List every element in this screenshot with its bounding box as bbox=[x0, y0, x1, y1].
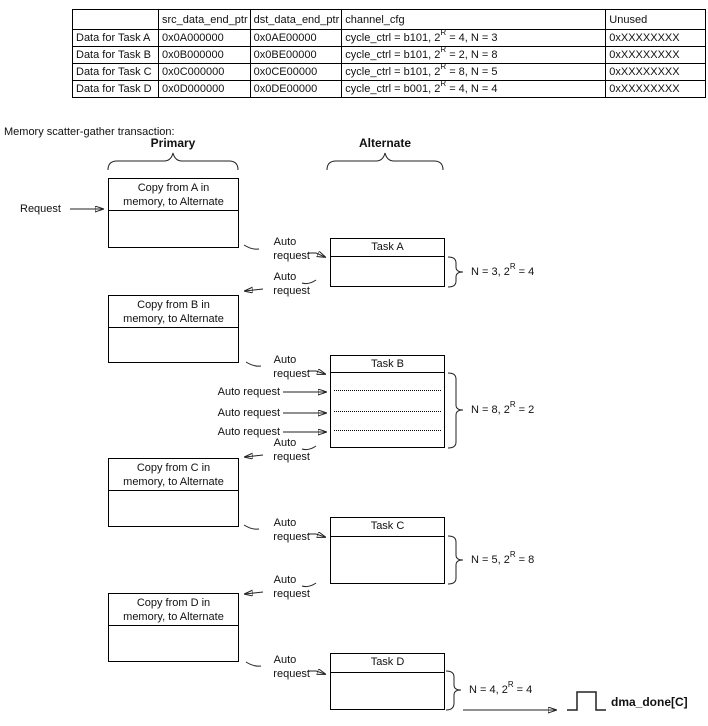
channel-cfg-cell: cycle_ctrl = b101, $2^R = 2$, N = 8 bbox=[342, 47, 606, 64]
primary-box-text: Copy from D in bbox=[136, 597, 211, 609]
alternate-task-box-b bbox=[330, 355, 445, 448]
auto-request-into-task-c bbox=[250, 517, 310, 544]
auto-word: Auto bbox=[273, 354, 297, 366]
row-label: Data for Task B bbox=[73, 47, 159, 64]
col-header-dst: dst_data_end_ptr bbox=[250, 10, 342, 30]
auto-word: Auto bbox=[273, 236, 297, 248]
alternate-brace bbox=[327, 153, 443, 170]
task-c-config-label: N = 5, $2^R = 8$ bbox=[471, 550, 535, 566]
auto-word: Auto bbox=[273, 654, 297, 666]
auto-request-back-to-primary-d bbox=[250, 574, 310, 601]
auto-request-arrow-in bbox=[308, 671, 325, 674]
primary-task-box-a bbox=[108, 178, 239, 248]
primary-brace bbox=[108, 153, 238, 170]
row-label: Data for Task D bbox=[73, 81, 159, 98]
request-word: request bbox=[273, 284, 310, 297]
dst-cell: 0x0DE00000 bbox=[250, 81, 342, 98]
auto-request-arrow-in bbox=[308, 371, 325, 374]
col-header-src: src_data_end_ptr bbox=[159, 10, 251, 30]
auto-word: Auto bbox=[273, 437, 297, 449]
unused-cell: 0xXXXXXXXX bbox=[606, 64, 706, 81]
src-cell: 0x0A000000 bbox=[159, 30, 251, 47]
dotted-divider bbox=[334, 411, 441, 412]
task-b-brace bbox=[448, 373, 463, 448]
primary-box-text: memory, to Alternate bbox=[123, 313, 224, 325]
primary-box-text: Copy from A in bbox=[137, 182, 210, 194]
dst-cell: 0x0CE00000 bbox=[250, 64, 342, 81]
alternate-task-box-c bbox=[330, 517, 445, 584]
auto-word: Auto bbox=[273, 517, 297, 529]
dma-done-label: dma_done[C] bbox=[611, 695, 688, 709]
auto-request-into-task-b bbox=[250, 354, 310, 381]
dst-cell: 0x0BE00000 bbox=[250, 47, 342, 64]
alternate-column-label: Alternate bbox=[358, 136, 411, 150]
task-d-brace bbox=[446, 671, 461, 710]
dotted-divider bbox=[334, 390, 441, 391]
col-header-unused: Unused bbox=[606, 10, 706, 30]
task-title: Task B bbox=[331, 356, 444, 373]
table-row-task-d bbox=[73, 81, 706, 98]
row-label: Data for Task A bbox=[73, 30, 159, 47]
unused-cell: 0xXXXXXXXX bbox=[606, 81, 706, 98]
task-a-brace bbox=[448, 257, 463, 287]
primary-box-text: memory, to Alternate bbox=[123, 476, 224, 488]
channel-cfg-cell: cycle_ctrl = b001, $2^R = 4$, N = 4 bbox=[342, 81, 606, 98]
request-word: request bbox=[273, 249, 310, 262]
task-a-config-label: N = 3, $2^R = 4$ bbox=[471, 262, 535, 278]
request-word: request bbox=[273, 367, 310, 380]
task-b-config-label: N = 8, $2^R = 2$ bbox=[471, 400, 535, 416]
task-title: Task C bbox=[331, 518, 444, 537]
request-label: Request bbox=[20, 203, 61, 215]
primary-box-text: Copy from B in bbox=[137, 299, 210, 311]
auto-word: Auto bbox=[273, 271, 297, 283]
request-word: request bbox=[273, 587, 310, 600]
task-data-table bbox=[72, 9, 706, 98]
src-cell: 0x0B000000 bbox=[159, 47, 251, 64]
task-d-config-label: N = 4, $2^R = 4$ bbox=[469, 680, 533, 696]
task-c-brace bbox=[448, 536, 463, 584]
auto-word: Auto bbox=[273, 574, 297, 586]
request-word: request bbox=[273, 450, 310, 463]
table-row-task-b bbox=[73, 47, 706, 64]
row-label: Data for Task C bbox=[73, 64, 159, 81]
auto-request-back-to-primary-b bbox=[250, 271, 310, 298]
primary-column-label: Primary bbox=[150, 136, 196, 150]
table-corner-cell bbox=[73, 10, 159, 30]
auto-request-into-task-a bbox=[250, 236, 310, 263]
channel-cfg-cell: cycle_ctrl = b101, $2^R = 8$, N = 5 bbox=[342, 64, 606, 81]
auto-request-task-b-1: Auto request bbox=[217, 386, 280, 398]
auto-request-task-b-3: Auto request bbox=[217, 426, 280, 438]
auto-request-arrow-in bbox=[308, 534, 325, 537]
table-header-row bbox=[73, 10, 706, 30]
auto-request-arrow-in bbox=[308, 253, 325, 257]
table-row-task-a bbox=[73, 30, 706, 47]
unused-cell: 0xXXXXXXXX bbox=[606, 47, 706, 64]
primary-task-box-c bbox=[108, 458, 239, 527]
primary-task-box-d bbox=[108, 593, 239, 662]
table-row-task-c bbox=[73, 64, 706, 81]
alternate-task-box-d bbox=[330, 653, 445, 710]
channel-cfg-cell: cycle_ctrl = b101, $2^R = 4$, N = 3 bbox=[342, 30, 606, 47]
unused-cell: 0xXXXXXXXX bbox=[606, 30, 706, 47]
src-cell: 0x0C000000 bbox=[159, 64, 251, 81]
col-header-channel-cfg: channel_cfg bbox=[342, 10, 606, 30]
request-word: request bbox=[273, 530, 310, 543]
request-word: request bbox=[273, 667, 310, 680]
auto-request-into-task-d bbox=[250, 654, 310, 681]
dma-done-pulse bbox=[567, 692, 606, 710]
auto-request-back-to-primary-c bbox=[250, 437, 310, 464]
task-title: Task A bbox=[331, 239, 444, 257]
diagram-caption: Memory scatter-gather transaction: bbox=[4, 126, 175, 138]
primary-box-text: memory, to Alternate bbox=[123, 611, 224, 623]
task-title: Task D bbox=[331, 654, 444, 673]
dotted-divider bbox=[334, 430, 441, 431]
src-cell: 0x0D000000 bbox=[159, 81, 251, 98]
dst-cell: 0x0AE00000 bbox=[250, 30, 342, 47]
primary-box-text: Copy from C in bbox=[136, 462, 211, 474]
primary-box-text: memory, to Alternate bbox=[123, 196, 224, 208]
auto-request-task-b-2: Auto request bbox=[217, 407, 280, 419]
alternate-task-box-a bbox=[330, 238, 445, 287]
primary-task-box-b bbox=[108, 295, 239, 363]
